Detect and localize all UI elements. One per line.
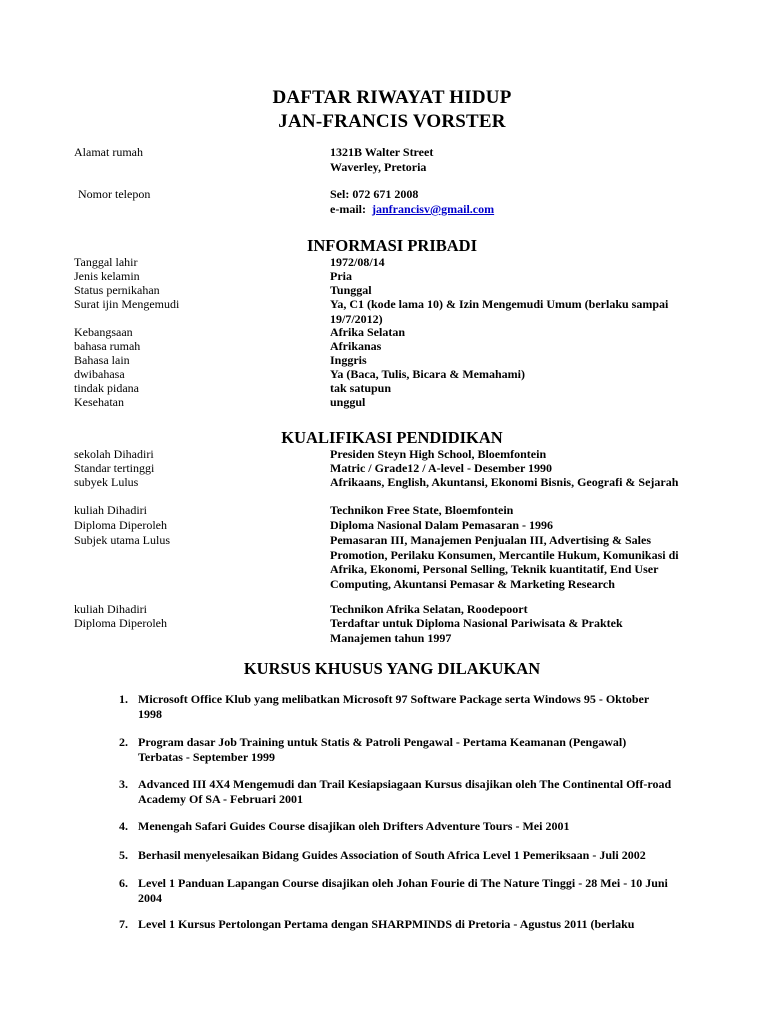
- subjects-line-2: Promotion, Perilaku Konsumen, Mercantile Hukum, Komunikasi di: [330, 547, 679, 562]
- course-text: [138, 848, 716, 863]
- personal-value: [330, 297, 714, 326]
- course-text: [138, 777, 716, 807]
- education-value: [330, 616, 714, 645]
- personal-label: Surat ijin Mengemudi: [74, 297, 180, 311]
- education-value: Technikon Free State, Bloemfontein: [330, 503, 514, 517]
- education-heading: KUALIFIKASI PENDIDIKAN: [281, 428, 503, 447]
- education-label: subyek Lulus: [74, 475, 139, 489]
- education-label: kuliah Dihadiri: [74, 602, 147, 616]
- address-line-1: 1321B Walter Street: [330, 145, 434, 159]
- subjects-line-4: Computing, Akuntansi Pemasar & Marketing Research: [330, 576, 615, 591]
- personal-label: Status pernikahan: [74, 283, 160, 297]
- diploma-line-2: Manajemen tahun 1997: [330, 630, 452, 645]
- personal-label: tindak pidana: [74, 381, 139, 395]
- course-line: Academy Of SA - Februari 2001: [138, 792, 303, 806]
- license-line-2: 19/7/2012): [330, 311, 383, 326]
- personal-value: tak satupun: [330, 381, 392, 395]
- address-value: [330, 145, 714, 175]
- course-line: Microsoft Office Klub yang melibatkan Microsoft 97 Software Package serta Windows 95 - Oktober: [138, 692, 650, 706]
- course-line: Level 1 Panduan Lapangan Course disajikan oleh Johan Fourie di The Nature Tinggi - 28 Mei - 10 Juni: [138, 876, 668, 890]
- education-value: [330, 533, 714, 591]
- course-line: 1998: [138, 707, 162, 721]
- personal-label: Bahasa lain: [74, 353, 130, 367]
- personal-label: Jenis kelamin: [74, 269, 140, 283]
- course-text: [138, 917, 716, 932]
- course-line: 2004: [138, 891, 162, 905]
- subjects-line-3: Afrika, Ekonomi, Personal Selling, Teknik kuantitatif, End User: [330, 562, 659, 576]
- address-label: Alamat rumah: [74, 145, 143, 159]
- course-number: 7.: [119, 917, 128, 931]
- phone-value: Sel: 072 671 2008: [330, 187, 419, 201]
- education-value: Presiden Steyn High School, Bloemfontein: [330, 447, 547, 461]
- personal-value: Afrika Selatan: [330, 325, 405, 339]
- education-value: Technikon Afrika Selatan, Roodepoort: [330, 602, 528, 616]
- phone-label: Nomor telepon: [78, 187, 151, 201]
- course-text: [138, 735, 716, 765]
- personal-label: dwibahasa: [74, 367, 125, 381]
- course-line: Menengah Safari Guides Course disajikan oleh Drifters Adventure Tours - Mei 2001: [138, 819, 570, 833]
- personal-value: Afrikanas: [330, 339, 382, 353]
- email-value: [330, 202, 714, 217]
- course-number: 4.: [119, 819, 128, 833]
- personal-value: unggul: [330, 395, 366, 409]
- course-line: Program dasar Job Training untuk Statis & Patroli Pengawal - Pertama Keamanan (Pengawal): [138, 735, 627, 749]
- course-line: Berhasil menyelesaikan Bidang Guides Association of South Africa Level 1 Pemeriksaan - Juli 2002: [138, 848, 646, 862]
- course-line: Terbatas - September 1999: [138, 750, 275, 764]
- personal-value: Tunggal: [330, 283, 372, 297]
- education-label: kuliah Dihadiri: [74, 503, 147, 517]
- courses-heading: KURSUS KHUSUS YANG DILAKUKAN: [243, 659, 541, 678]
- course-number: 2.: [119, 735, 128, 749]
- personal-heading: INFORMASI PRIBADI: [306, 236, 478, 255]
- subjects-line-1: Pemasaran III, Manajemen Penjualan III, Advertising & Sales: [330, 533, 652, 547]
- personal-value: Ya (Baca, Tulis, Bicara & Memahami): [330, 367, 525, 381]
- course-number: 1.: [119, 692, 128, 706]
- course-text: [138, 692, 716, 722]
- course-number: 6.: [119, 876, 128, 890]
- course-line: Level 1 Kursus Pertolongan Pertama dengan SHARPMINDS di Pretoria - Agustus 2011 (berlaku: [138, 917, 635, 931]
- course-text: [138, 876, 716, 906]
- education-label: Standar tertinggi: [74, 461, 155, 475]
- document-title: DAFTAR RIWAYAT HIDUP: [272, 87, 512, 108]
- education-value: Afrikaans, English, Akuntansi, Ekonomi Bisnis, Geografi & Sejarah: [330, 475, 679, 489]
- diploma-line-1: Terdaftar untuk Diploma Nasional Pariwisata & Praktek: [330, 616, 623, 630]
- course-text: [138, 819, 716, 834]
- personal-label: Kebangsaan: [74, 325, 133, 339]
- license-line-1: Ya, C1 (kode lama 10) & Izin Mengemudi Umum (berlaku sampai: [330, 297, 669, 311]
- personal-value: Pria: [330, 269, 352, 283]
- education-label: Subjek utama Lulus: [74, 533, 170, 547]
- email-link[interactable]: janfrancisv@gmail.com: [371, 202, 495, 216]
- person-name: JAN-FRANCIS VORSTER: [278, 111, 506, 132]
- education-value: Matric / Grade12 / A-level - Desember 1990: [330, 461, 553, 475]
- education-label: Diploma Diperoleh: [74, 616, 167, 630]
- education-label: Diploma Diperoleh: [74, 518, 167, 532]
- personal-label: Kesehatan: [74, 395, 124, 409]
- education-label: sekolah Dihadiri: [74, 447, 154, 461]
- personal-value: Inggris: [330, 353, 367, 367]
- personal-label: bahasa rumah: [74, 339, 141, 353]
- course-number: 3.: [119, 777, 128, 791]
- personal-label: Tanggal lahir: [74, 255, 138, 269]
- email-prefix: e-mail:: [330, 202, 366, 216]
- address-line-2: Waverley, Pretoria: [330, 160, 427, 174]
- personal-value: 1972/08/14: [330, 255, 385, 269]
- education-value: Diploma Nasional Dalam Pemasaran - 1996: [330, 518, 553, 532]
- course-line: Advanced III 4X4 Mengemudi dan Trail Kesiapsiagaan Kursus disajikan oleh The Continental Off-road: [138, 777, 672, 791]
- course-number: 5.: [119, 848, 128, 862]
